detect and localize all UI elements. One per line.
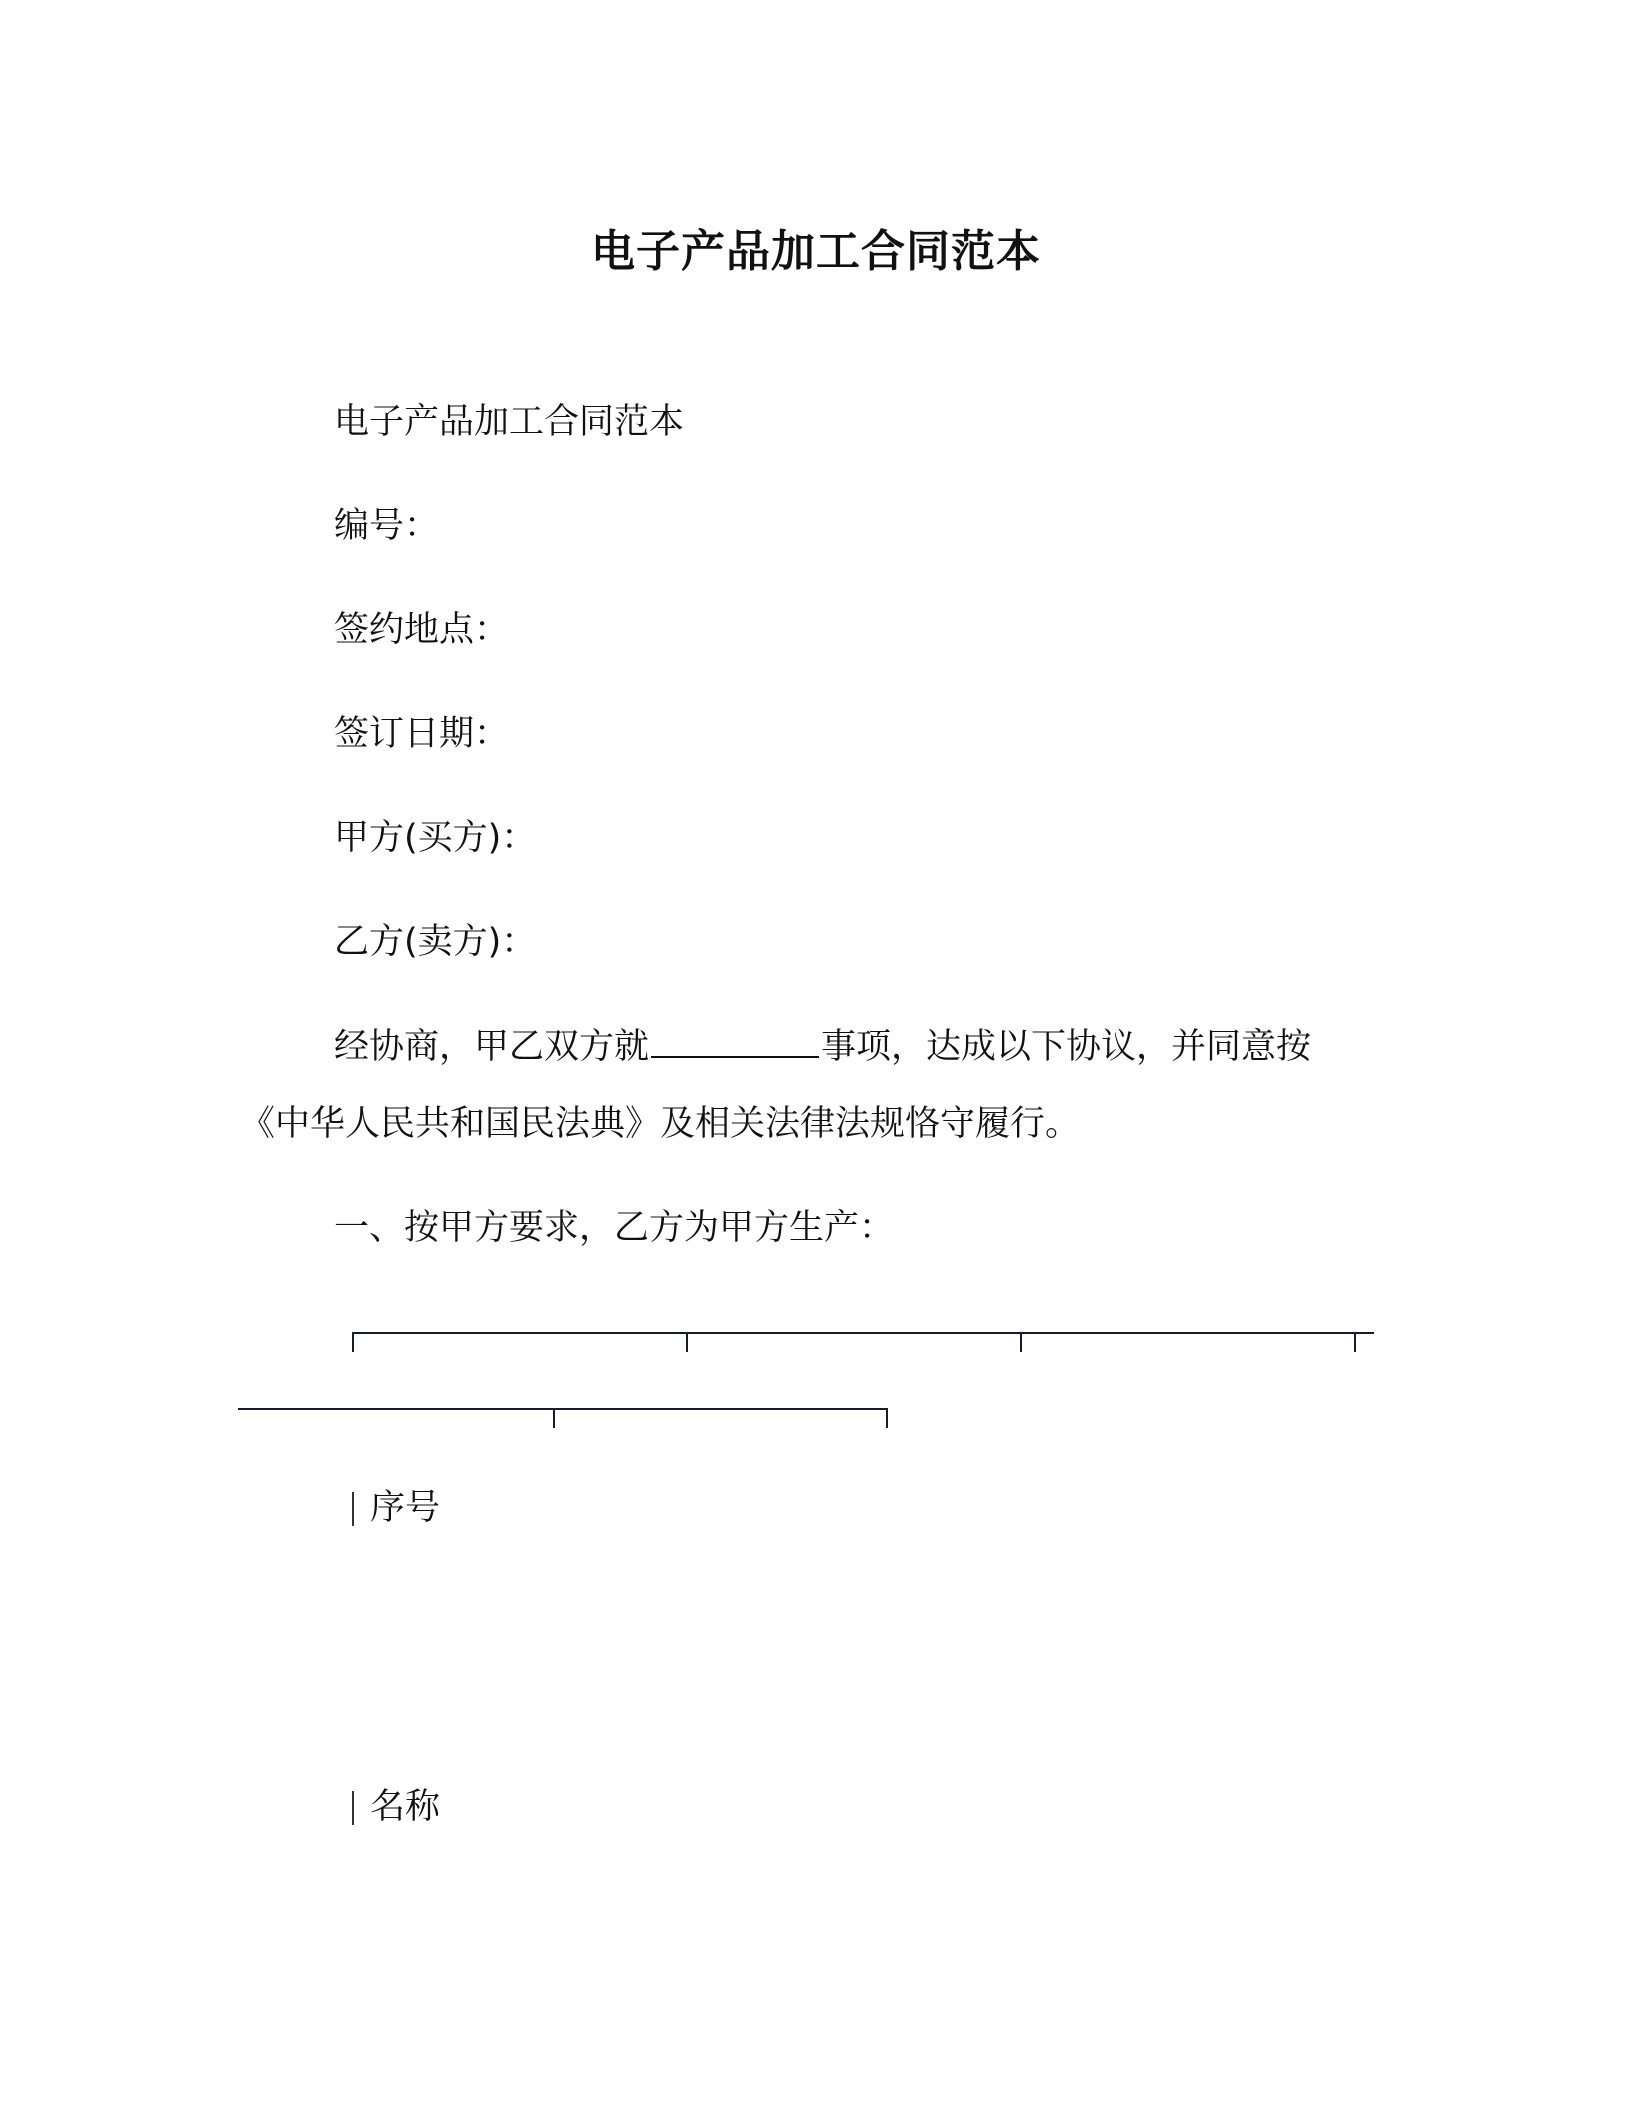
matter-blank	[651, 1022, 819, 1058]
intro-paragraph-line2: 《中华人民共和国民法典》及相关法律法规恪守履行。	[240, 1104, 1081, 1144]
document-subtitle: 电子产品加工合同范本	[334, 402, 685, 442]
field-sign-date: 签订日期：	[334, 714, 510, 754]
table-tick	[553, 1408, 555, 1428]
field-party-a: 甲方(买方)：	[334, 818, 537, 858]
field-party-b: 乙方(卖方)：	[334, 922, 537, 962]
table-tick	[686, 1332, 688, 1352]
table-cell-border	[352, 1492, 354, 1526]
table-tick	[886, 1408, 888, 1428]
intro-text-part2: 事项，达成以下协议，并同意按	[821, 1027, 1312, 1067]
table-tick	[1354, 1332, 1356, 1352]
table-header-no: 序号	[370, 1488, 441, 1528]
clause-1: 一、按甲方要求，乙方为甲方生产：	[334, 1208, 895, 1248]
intro-paragraph-line1	[334, 1022, 1311, 1071]
table-tick	[1020, 1332, 1022, 1352]
table-header-name: 名称	[370, 1787, 441, 1827]
document-title: 电子产品加工合同范本	[591, 226, 1041, 277]
table-rule-second	[238, 1408, 888, 1410]
field-number: 编号：	[334, 506, 440, 546]
table-rule-top	[352, 1332, 1374, 1334]
intro-text-part1: 经协商，甲乙双方就	[334, 1027, 650, 1067]
table-tick	[352, 1332, 354, 1352]
table-cell-border	[352, 1791, 354, 1825]
field-sign-place: 签约地点：	[334, 610, 510, 650]
